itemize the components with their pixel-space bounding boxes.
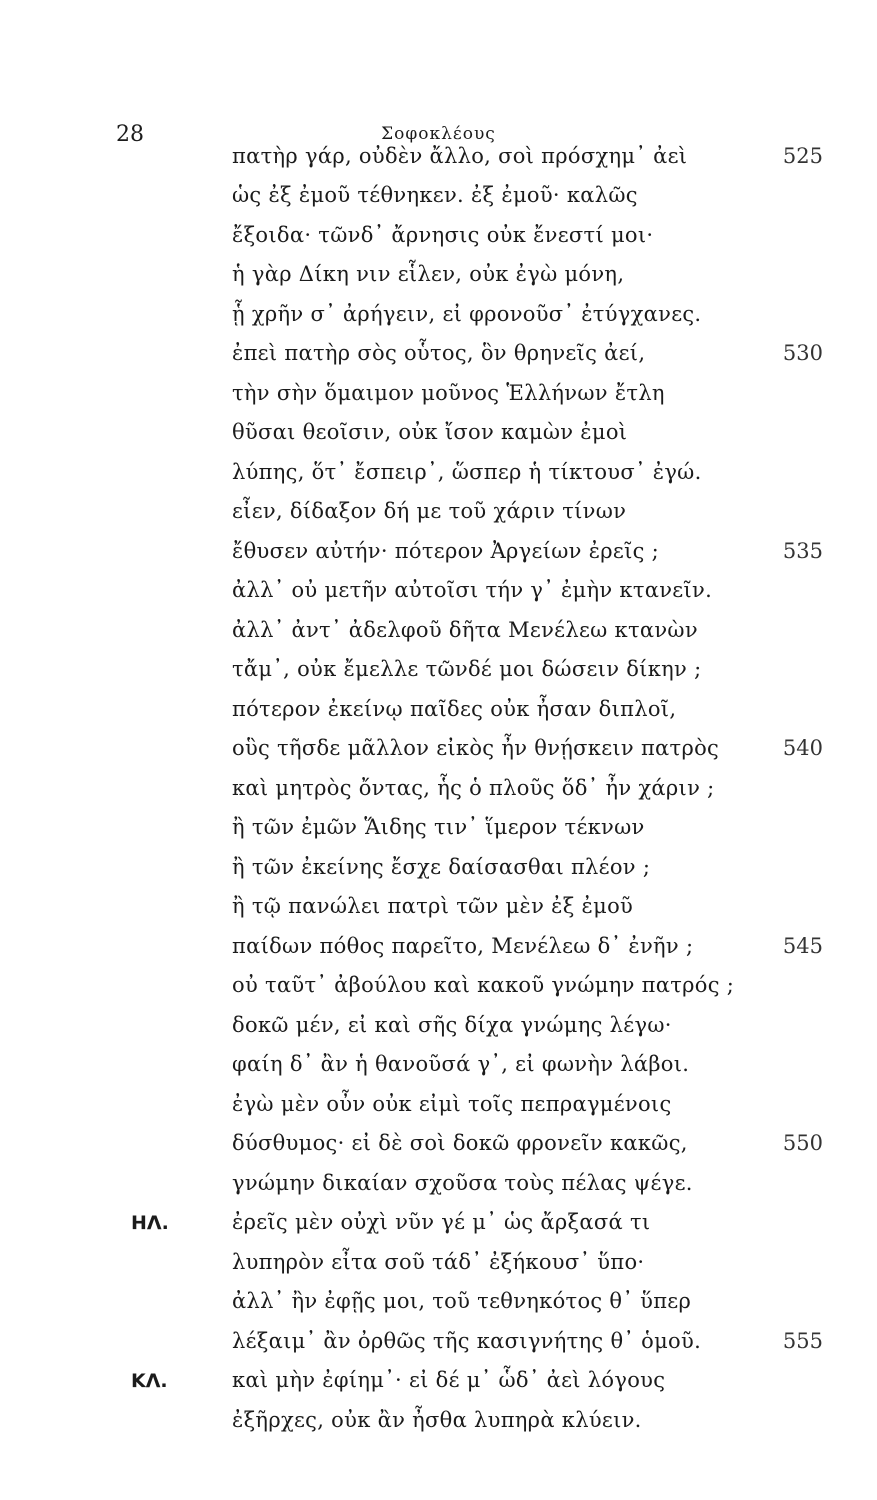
verse-line-text: ἀλλ᾽ οὐ μετῆν αὐτοῖσι τήν γ᾽ ἐμὴν κτανεῖν. [232,578,713,602]
line-number: 550 [782,1131,823,1155]
verse-line [0,1122,877,1162]
verse-line [0,371,877,411]
line-number: 555 [782,1328,823,1353]
verse-line-text: καὶ μητρὸς ὄντας, ἧς ὁ πλοῦς ὅδ᾽ ἦν χάριν ; [232,775,715,800]
verse-line-text: θῦσαι θεοῖσιν, οὐκ ἴσον καμὼν ἐμοὶ [232,420,628,444]
verse-line-text: δύσθυμος· εἰ δὲ σοὶ δοκῶ φρονεῖν κακῶς, [232,1131,688,1155]
verse-line-text: ἢ τῷ πανώλει πατρὶ τῶν μὲν ἐξ ἐμοῦ [232,894,634,918]
verse-text [0,134,877,1438]
verse-line [0,1398,877,1438]
verse-line [0,1240,877,1280]
verse-line [0,292,877,332]
line-number: 525 [782,143,823,168]
verse-line-text: λέξαιμ᾽ ἂν ὀρθῶς τῆς κασιγνήτης θ᾽ ὁμοῦ. [232,1328,702,1353]
verse-line-text: ἀλλ᾽ ἢν ἐφῇς μοι, τοῦ τεθνηκότος θ᾽ ὕπερ [232,1289,692,1313]
verse-line [0,253,877,293]
verse-line-text: ἡ γὰρ Δίκη νιν εἷλεν, οὐκ ἐγὼ μόνη, [232,262,625,286]
verse-line-text: ἔθυσεν αὐτήν· πότερον Ἀργείων ἐρεῖς ; [232,538,660,563]
verse-line [0,1043,877,1083]
verse-line-text: οὐ ταῦτ᾽ ἀβούλου καὶ κακοῦ γνώμην πατρός ; [232,973,735,997]
verse-line-text: γνώμην δικαίαν σχοῦσα τοὺς πέλας ψέγε. [232,1170,693,1195]
verse-line [0,766,877,806]
verse-line-text: ᾗ χρῆν σ᾽ ἀρήγειν, εἰ φρονοῦσ᾽ ἐτύγχανες. [232,301,702,326]
verse-line [0,1082,877,1122]
verse-line-text: πατὴρ γάρ, οὐδὲν ἄλλο, σοὶ πρόσχημ᾽ ἀεὶ [232,143,688,168]
running-title: Σοφοκλέους [381,124,496,144]
line-number: 540 [782,736,823,760]
page-number: 28 [116,122,144,147]
speaker-label: ΗΛ. [131,1212,169,1234]
verse-line [0,845,877,885]
verse-line [0,648,877,688]
verse-line [0,529,877,569]
verse-line-text: παίδων πόθος παρεῖτο, Μενέλεω δ᾽ ἐνῆν ; [232,933,694,958]
verse-line-text: ἀλλ᾽ ἀντ᾽ ἀδελφοῦ δῆτα Μενέλεω κτανὼν [232,617,698,642]
verse-line [0,134,877,174]
verse-line-text: καὶ μὴν ἐφίημ᾽· εἰ δέ μ᾽ ὧδ᾽ ἀεὶ λόγους [232,1368,666,1392]
line-number: 545 [782,933,823,958]
line-number: 530 [782,341,823,365]
verse-line [0,964,877,1004]
verse-line [0,1359,877,1399]
verse-line-text: ἔξοιδα· τῶνδ᾽ ἄρνησις οὐκ ἔνεστί μοι· [232,222,654,247]
verse-line [0,213,877,253]
verse-line [0,1280,877,1320]
verse-line-text: λυπηρὸν εἶτα σοῦ τάδ᾽ ἐξήκουσ᾽ ὕπο· [232,1249,645,1274]
verse-line [0,885,877,925]
verse-line-text: ἢ τῶν ἐκείνης ἔσχε δαίσασθαι πλέον ; [232,854,651,879]
verse-line-text: ἐγὼ μὲν οὖν οὐκ εἰμὶ τοῖς πεπραγμένοις [232,1091,672,1116]
verse-line-text: λύπης, ὅτ᾽ ἔσπειρ᾽, ὥσπερ ἡ τίκτουσ᾽ ἐγώ. [232,459,702,484]
verse-line-text: δοκῶ μέν, εἰ καὶ σῆς δίχα γνώμης λέγω· [232,1012,672,1037]
verse-line-text: φαίη δ᾽ ἂν ἡ θανοῦσά γ᾽, εἰ φωνὴν λάβοι. [232,1052,690,1076]
verse-line [0,1201,877,1241]
verse-line [0,924,877,964]
verse-line [0,727,877,767]
verse-line [0,1003,877,1043]
speaker-label: ΚΛ. [131,1370,168,1392]
verse-line [0,569,877,609]
verse-line-text: ὡς ἐξ ἐμοῦ τέθνηκεν. ἐξ ἐμοῦ· καλῶς [232,183,638,207]
verse-line [0,1319,877,1359]
verse-line [0,687,877,727]
verse-line [0,490,877,530]
verse-line-text: ἢ τῶν ἐμῶν Ἅιδης τιν᾽ ἵμερον τέκνων [232,815,645,839]
verse-line [0,411,877,451]
verse-line-text: εἶεν, δίδαξον δή με τοῦ χάριν τίνων [232,499,627,523]
verse-line [0,174,877,214]
line-number: 535 [782,538,823,563]
verse-line-text: ἐπεὶ πατὴρ σὸς οὗτος, ὃν θρηνεῖς ἀεί, [232,341,646,365]
verse-line-text: τὴν σὴν ὅμαιμον μοῦνος Ἑλλήνων ἔτλη [232,380,665,405]
verse-line [0,608,877,648]
verse-line-text: τἄμ᾽, οὐκ ἔμελλε τῶνδέ μοι δώσειν δίκην ; [232,657,702,681]
verse-line-text: πότερον ἐκείνῳ παῖδες οὐκ ἦσαν διπλοῖ, [232,696,677,721]
verse-line [0,332,877,372]
verse-line-text: οὓς τῆσδε μᾶλλον εἰκὸς ἦν θνῄσκειν πατρὸς [232,736,720,760]
verse-line [0,450,877,490]
verse-line-text: ἐξῆρχες, οὐκ ἂν ἦσθα λυπηρὰ κλύειν. [232,1407,642,1432]
verse-line [0,1161,877,1201]
verse-line-text: ἐρεῖς μὲν οὐχὶ νῦν γέ μ᾽ ὡς ἄρξασά τι [232,1210,651,1234]
verse-line [0,806,877,846]
